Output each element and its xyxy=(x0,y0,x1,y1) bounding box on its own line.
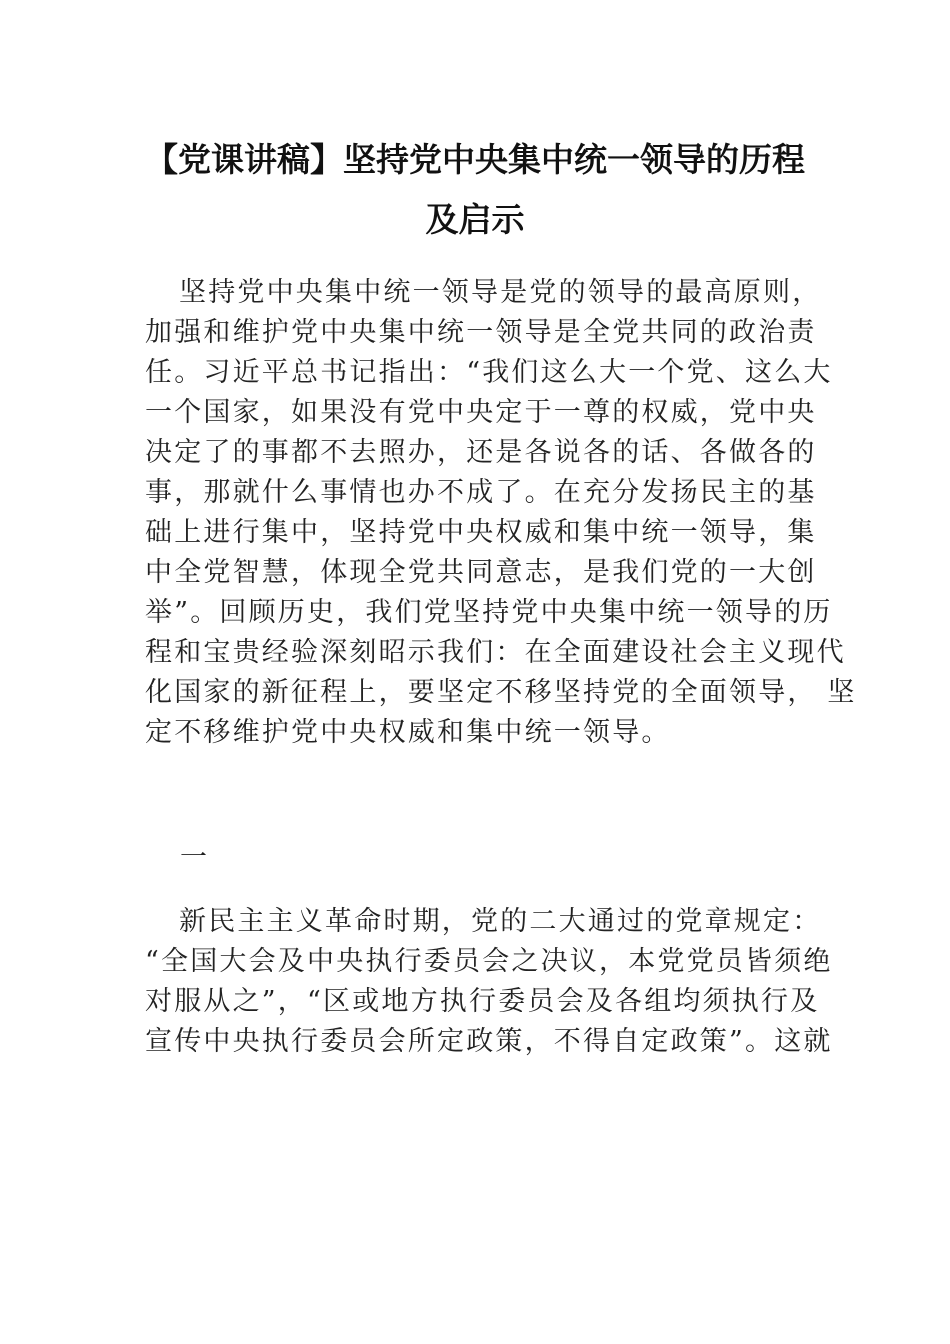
paragraph-line: 举”。回顾历史，我们党坚持党中央集中统一领导的历 xyxy=(145,597,833,628)
paragraph-line: 事，那就什么事情也办不成了。在充分发扬民主的基 xyxy=(145,477,817,508)
paragraph-line: 新民主主义革命时期，党的二大通过的党章规定： xyxy=(179,906,822,937)
paragraph-2 xyxy=(145,902,833,1062)
paragraph-line: “全国大会及中央执行委员会之决议，本党党员皆须绝 xyxy=(145,946,833,977)
paragraph-line: 任。习近平总书记指出：“我们这么大一个党、这么大 xyxy=(145,357,833,388)
document-title-line-2: 及启示 xyxy=(425,200,525,239)
paragraph-line: 础上进行集中，坚持党中央权威和集中统一领导，集 xyxy=(145,517,817,548)
paragraph-line: 一个国家，如果没有党中央定于一尊的权威，党中央 xyxy=(145,397,817,428)
paragraph-1 xyxy=(145,273,857,753)
paragraph-line: 坚持党中央集中统一领导是党的领导的最高原则， xyxy=(179,277,822,308)
paragraph-line: 加强和维护党中央集中统一领导是全党共同的政治责 xyxy=(145,317,817,348)
paragraph-line: 定不移维护党中央权威和集中统一领导。 xyxy=(145,717,671,748)
paragraph-line: 决定了的事都不去照办，还是各说各的话、各做各的 xyxy=(145,437,817,468)
paragraph-line: 对服从之”，“区或地方执行委员会及各组均须执行及 xyxy=(145,986,820,1017)
paragraph-line: 程和宝贵经验深刻昭示我们：在全面建设社会主义现代 xyxy=(145,637,846,668)
paragraph-line: 宣传中央执行委员会所定政策，不得自定政策”。这就 xyxy=(145,1026,833,1057)
document-title-line-1: 【党课讲稿】坚持党中央集中统一领导的历程 xyxy=(145,140,805,179)
paragraph-line: 中全党智慧，体现全党共同意志，是我们党的一大创 xyxy=(145,557,817,588)
section-number-heading: 一 xyxy=(180,842,207,873)
paragraph-line: 化国家的新征程上，要坚定不移坚持党的全面领导， 坚 xyxy=(145,677,857,708)
